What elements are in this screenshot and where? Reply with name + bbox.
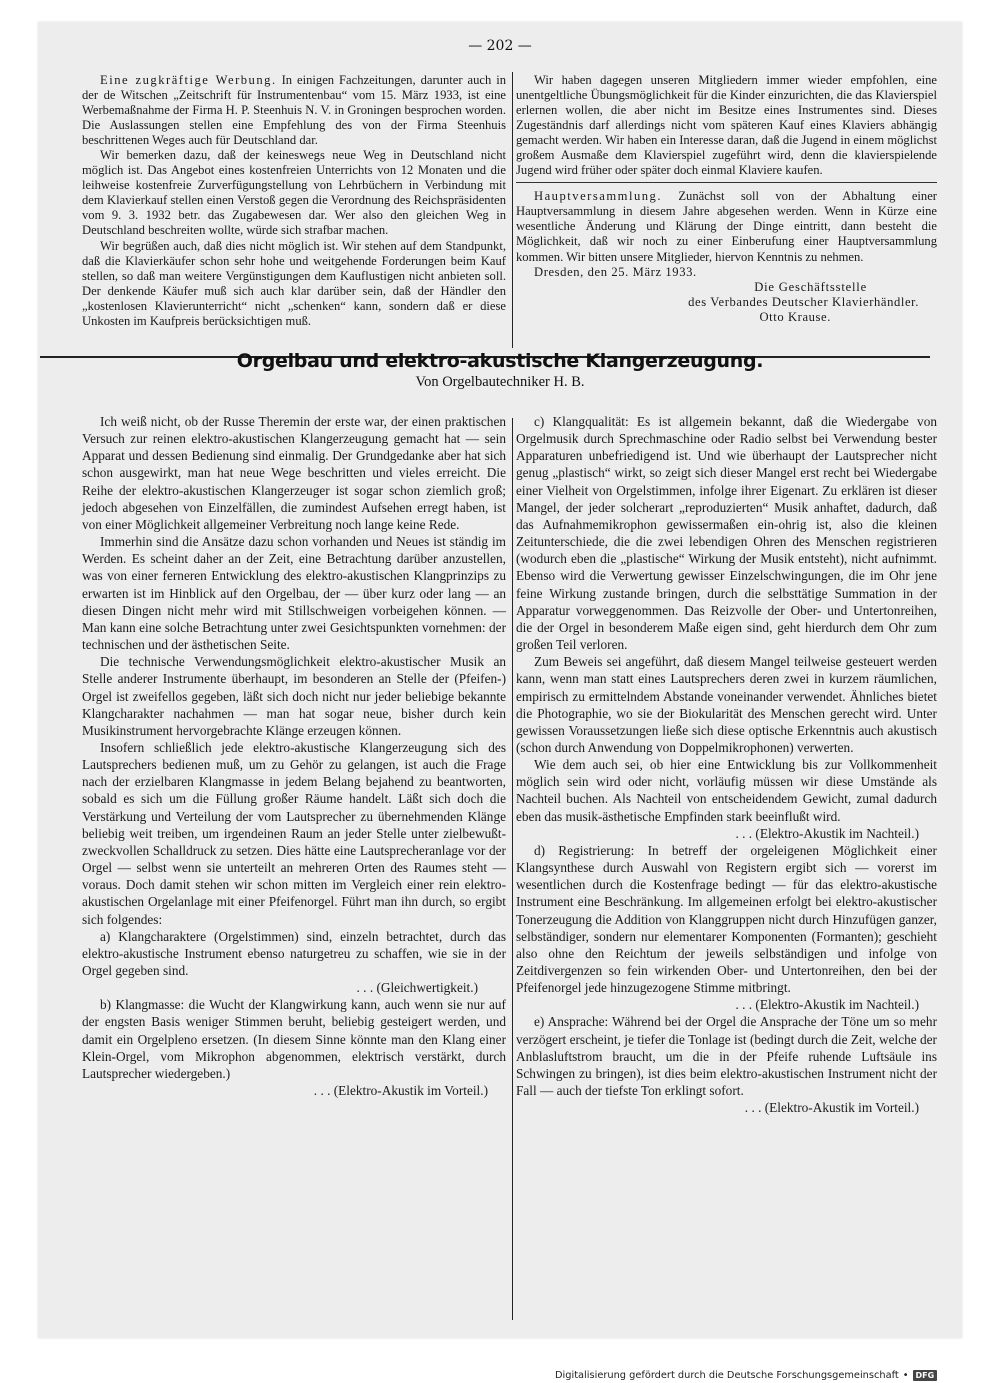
article-paragraph: Zum Beweis sei angeführt, daß diesem Mangel teilweise gesteuert werden kann, wenn man statt eines Lautsprechers deren zwei in kurzem räumlichen, empirisch zu ermittelndem Abstande voneinander verwendet. Ähnliches bietet die Photographie, wo sie der Biokularität des Menschen gerecht wird. Unter gewissen Voraussetzungen ließe sich diese optische Erkenntnis auch akustisch (schon durch Anwendung von Doppelmikrophonen) verwerten.: [516, 654, 937, 755]
page-number: — 202 —: [468, 38, 532, 54]
signature-line: des Verbandes Deutscher Klavierhändler.: [688, 294, 919, 309]
dfg-logo-icon: DFG: [913, 1370, 938, 1381]
dateline: Dresden, den 25. März 1933.: [534, 264, 697, 279]
bullet-separator: •: [902, 1369, 909, 1381]
top-right-column: [516, 73, 937, 325]
verdict-line: . . . (Elektro-Akustik im Nachteil.): [735, 825, 919, 841]
column-divider-bottom: [512, 418, 513, 1320]
verdict-line: . . . (Elektro-Akustik im Vorteil.): [744, 1100, 919, 1116]
verdict-line: . . . (Elektro-Akustik im Vorteil.): [313, 1083, 488, 1099]
top-left-paragraph: Wir begrüßen auch, daß dies nicht möglich ist. Wir stehen auf dem Standpunkt, daß die Klavierkäufer schon sehr hohe und weitgehende Forderungen beim Kauf stellen, so daß man weitere Vergünstigungen dem Kauflustigen nicht anbieten soll. Der denkende Käufer muß sich auch klar darüber sein, daß der Händler den „kostenlosen Klavierunterricht“ nicht „schenken“ kann, sondern daß er diese Unkosten im Kaufpreis berücksichtigen muß.: [82, 238, 506, 328]
signature-line: Die Geschäftsstelle: [754, 279, 867, 294]
lead-heading-hauptversammlung: Hauptversammlung.: [534, 189, 662, 204]
article-paragraph: Ich weiß nicht, ob der Russe Theremin der erste war, der einen praktischen Versuch zur reinen elektro-akustischen Klangerzeugung gemacht hat — sein Apparat und dessen Bedienung sind einmalig. Der Grundgedanke aber hat sich schon ausgewirkt, man hat neue Wege beschritten und vieles erreicht. Die Reihe der elektro-akustischen Klangerzeuger ist sogar schon ziemlich groß; jedoch abgesehen von Einzelfällen, die zumindest Aufsehen erregt haben, ist von einer Möglichkeit allgemeiner Verbreitung noch lange keine Rede.: [82, 414, 506, 532]
section-divider: [516, 182, 937, 183]
article-paragraph: b) Klangmasse: die Wucht der Klangwirkung kann, auch wenn sie nur auf der engsten Basis weniger Stimmen beruht, beliebig gesteigert werden, und damit ein Orgelpleno ersetzen. (In diesem Sinne könnte man den Klang einer Klein-Orgel, vom Mikrophon abgenommen, elektrisch verstärkt, durch Lautsprecher wiedergeben.): [82, 997, 506, 1081]
article-paragraph: Die technische Verwendungsmöglichkeit elektro-akustischer Musik an Stelle anderer Instrumente überhaupt, im besonderen an Stelle der (Pfeifen-) Orgel ist zweifellos gegeben, läßt sich doch nicht nur jeder beliebige bekannte Klangcharakter nachahmen — man hat sogar neue, bisher durch kein Musikinstrument hervorgebrachte Klänge erzeugen können.: [82, 654, 506, 738]
article-title: Orgelbau und elektro-akustische Klangerzeugung.: [236, 350, 764, 372]
top-right-paragraph: Hauptversammlung. Zunächst soll von der Abhaltung einer Hauptversammlung in diesem Jahre abgesehen werden. Wenn in Kürze eine wesentliche Änderung und Klärung der Dinge eintritt, dann besteht die Möglichkeit, daß wir noch zu einer Einberufung einer Hauptversammlung kommen. Wir bitten unsere Mitglieder, hiervon Kenntnis zu nehmen.: [516, 189, 937, 264]
verdict-line: . . . (Gleichwertigkeit.): [356, 980, 478, 996]
top-right-paragraph: Wir haben dagegen unseren Mitgliedern immer wieder empfohlen, eine unentgeltliche Übungsmöglichkeit für die Kinder einzurichten, die das Klavierspiel erlernen wollen, die aber nicht im Besitze eines Instrumentes sind. Dieses Zugeständnis darf allerdings nicht vom späteren Kauf eines Klaviers abhängig gemacht werden. Wir haben ein Interesse daran, daß die Jugend in einem möglichst großem Ausmaße dem Klavierspiel zugeführt wird, denn die klavierspielende Jugend wird früher oder später doch einmal Klaviere kaufen.: [516, 73, 937, 178]
article-paragraph: c) Klangqualität: Es ist allgemein bekannt, daß die Wiedergabe von Orgelmusik durch Sprechmaschine oder Radio selbst bei Verwendung bester Apparaturen unbefriedigend ist. Und wie überhaupt der Lautsprecher nicht genug „plastisch“ wirkt, so zeigt sich dieser Mangel erst recht bei Wiedergabe einer Vielheit von Orgelstimmen, infolge ihrer Eigenart. Zu erklären ist dieser Mangel, der jeder solcherart „reproduzierten“ Musik anhaftet, dadurch, daß das Aufnahmemikrophon gewissermaßen ein-ohrig ist, also die kleinen Zeitunterschiede, die die zwei lebendigen Ohren des Menschen registrieren (wodurch eben die „plastische“ Wirkung der Musik entsteht), nicht aufnimmt. Ebenso wird die Verwertung gewisser Einzelschwingungen, die im Ohr jene feine Wirkung zustande bringen, durch die selbsttätige Summation in der Apparatur vorweggenommen. Das Reizvolle der Ober- und Untertonreihen, die der Orgel in besonderem Maße eigen sind, geht hierdurch dem Ohr zum großen Teil verloren.: [516, 414, 937, 653]
verdict-line: . . . (Elektro-Akustik im Nachteil.): [735, 997, 919, 1013]
article-paragraph: Immerhin sind die Ansätze dazu schon vorhanden und Neues ist ständig im Werden. Es scheint daher an der Zeit, eine Betrachtung darüber anzustellen, was von einer ferneren Entwicklung des elektro-akustischen Klangprinzips zu erwarten ist im Hinblick auf den Orgelbau, der — über kurz oder lang — an diesen Dingen nicht mehr wird mit Stillschweigen vorbeigehen können. — Man kann eine solche Betrachtung unter zwei Gesichtspunkten vornehmen: der technischen und der ästhetischen Seite.: [82, 534, 506, 653]
top-left-column: [82, 73, 506, 329]
article-right-column: [516, 413, 937, 1116]
article-paragraph: e) Ansprache: Während bei der Orgel die Ansprache der Töne um so mehr verzögert erscheint, je tiefer die Tonlage ist (bedingt durch die Zeit, welche der Anblasluftstrom braucht, um die in der Pfeife ruhende Luftsäule ins Schwingen zu bringen), ist dies beim elektro-akustischen Instrument nicht der Fall — auch der tiefste Ton erklingt sofort.: [516, 1014, 937, 1099]
article-paragraph: a) Klangcharaktere (Orgelstimmen) sind, einzeln betrachtet, durch das elektro-akustische Instrument ebenso naturgetreu zu schaffen, wie sie in der Orgel gegeben sind.: [82, 928, 506, 978]
top-left-paragraph: Wir bemerken dazu, daß der keineswegs neue Weg in Deutschland nicht möglich ist. Das Angebot eines kostenfreien Unterrichts von 12 Monaten und die leihweise kostenfreie Zurverfügungstellung von Lehrbüchern in Verbindung mit dem Klavierkauf stellen einen Verstoß gegen die Verordnung des Reichspräsidenten vom 9. 3. 1932 betr. das Zugabewesen dar. Wer also den gleichen Weg in Deutschland beschreiten wollte, würde sich strafbar machen.: [82, 148, 506, 238]
article-left-column: [82, 413, 506, 1099]
article-paragraph: Wie dem auch sei, ob hier eine Entwicklung bis zur Vollkommenheit möglich sein wird oder nicht, vorläufig müssen wir diese Umstände als Nachteil buchen. Als Nachteil von entscheidendem Gewicht, zumal dadurch eben das musik-ästhetische Empfinden stark beeinflußt wird.: [516, 757, 937, 824]
column-divider-top: [512, 72, 513, 348]
signature-line: Otto Krause.: [759, 309, 831, 324]
funding-text: Digitalisierung gefördert durch die Deutsche Forschungsgemeinschaft: [555, 1369, 899, 1381]
funding-footer: [555, 1368, 937, 1382]
top-left-paragraph: Eine zugkräftige Werbung. In einigen Fachzeitungen, darunter auch in der de Witschen „Zeitschrift für Instrumentenbau“ vom 15. März 1933, ist eine Werbemaßnahme der Firma H. P. Steenhuis N. V. in Groningen besprochen worden. Die Auslassungen stellen eine Empfehlung des von der Firma Steenhuis beschrittenen Weges auch für Deutschland dar.: [82, 73, 506, 148]
article-byline: Von Orgelbautechniker H. B.: [415, 374, 585, 390]
article-paragraph: d) Registrierung: In betreff der orgeleigenen Möglichkeit einer Klangsynthese durch Auswahl von Registern ergibt sich — vorerst im wesentlichen durch die Kostenfrage bedingt — für das elektro-akustische Instrument eine Beschränkung. Im allgemeinen erfolgt bei elektro-akustischer Tonerzeugung die Addition von Klanggruppen nicht durch Hinzufügen ganzer, selbständiger, sondern nur elementarer Komponenten (Formanten); geschieht also ohne den Reichtum der jeweils selbständigen und infolge von Zeitdivergenzen so fein wirkenden Ober- und Untertonreihen, den bei der Pfeifenorgel jede hinzugezogene Stimme mitbringt.: [516, 842, 937, 996]
article-paragraph: Insofern schließlich jede elektro-akustische Klangerzeugung sich des Lautsprechers bedienen muß, um zu Gehör zu gelangen, ist auch die Frage nach der erzielbaren Klangmasse in jedem Belang bejahend zu beantworten, sobald es sich um die Füllung großer Räume handelt. Läßt sich doch die Verstärkung und Verteilung der vom Lautsprecher zu übernehmenden Klänge beliebig weit treiben, um irgendeinen Raum an jeder Stelle unter zielbewußt-zweckvollen Schalldruck zu setzen. Dies hätte eine Lautsprecheranlage vor der Orgel — selbst wenn sie unterteilt an mehreren Orten des Raumes steht — voraus. Doch damit stehen wir schon mitten im Vergleich einer rein elektro-akustischen Orgelanlage mit einer Pfeifenorgel. Führt man ihn durch, so ergibt sich folgendes:: [82, 739, 506, 927]
lead-heading-werbung: Eine zugkräftige Werbung.: [100, 73, 277, 87]
